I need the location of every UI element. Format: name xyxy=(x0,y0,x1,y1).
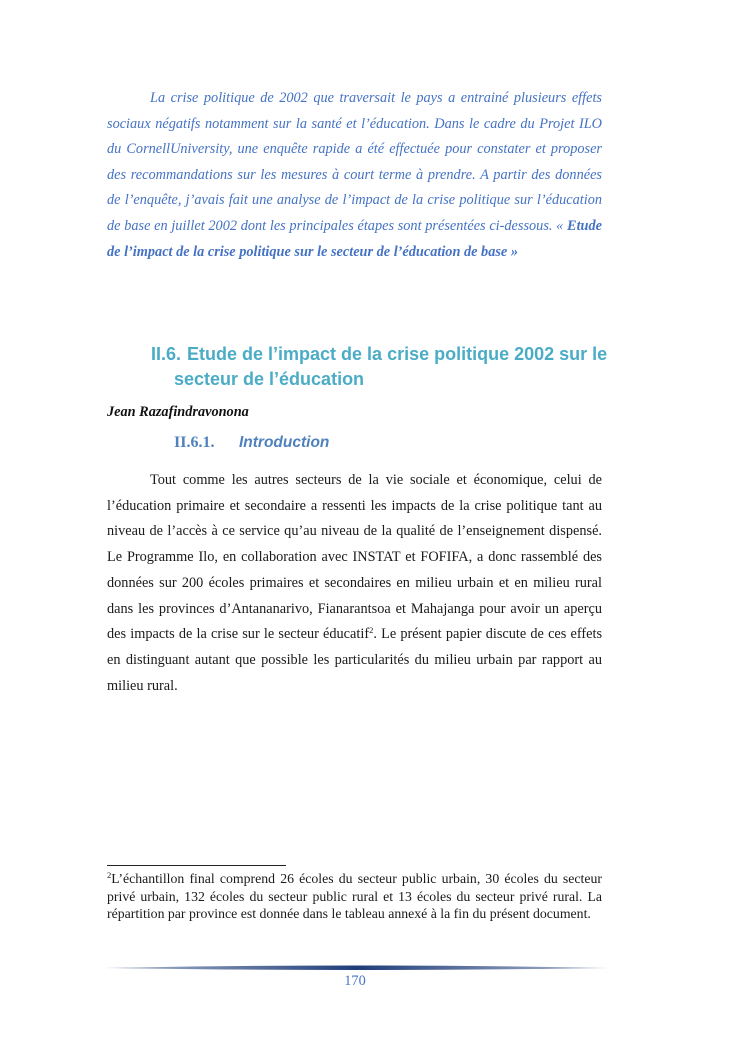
footnote-reference[interactable]: 2 xyxy=(369,625,374,636)
footnote-separator xyxy=(107,865,286,866)
section-number: II.6. xyxy=(151,344,182,364)
section-title-line1: Etude de l’impact de la crise politique 2002 sur le xyxy=(187,344,608,364)
footnote-marker: 2 xyxy=(107,870,112,880)
subsection-heading xyxy=(174,434,329,452)
intro-bold-title: Etude de l’impact de la crise politique sur le secteur de l’éducation de base » xyxy=(107,217,602,260)
body-text-part2: . Le présent papier discute de ces effets en distinguant autant que possible les particularités du milieu urbain par rapport au milieu rural. xyxy=(107,626,603,694)
body-text-part1: Tout comme les autres secteurs de la vie sociale et économique, celui de l’éducation primaire et secondaire a ressenti les impacts de la crise politique tant au niveau de l’accès à ce service qu’au niveau de la qualité de l’enseignement dispensé. Le Programme Ilo, en collaboration avec INSTAT et FOFIFA, a donc rassemblé des données sur 200 écoles primaires et secondaires en milieu urbain et en milieu rural dans les provinces d’Antananarivo, Fianarantsoa et Mahajanga pour avoir un aperçu des impacts de la crise sur le secteur éducatif xyxy=(107,472,602,643)
section-heading xyxy=(151,342,611,392)
intro-text: La crise politique de 2002 que traversait le pays a entrainé plusieurs effets sociaux négatifs notamment sur la santé et l’éducation. Dans le cadre du Projet ILO du CornellUniversity, une enquête rapide a été effectuée pour constater et proposer des recommandations sur les mesures à court terme à prendre. A partir des données de l’enquête, j’avais fait une analyse de l’impact de la crise politique sur l’éducation de base en juillet 2002 dont les principales étapes sont présentées ci-dessous. « xyxy=(107,90,602,234)
author-name: Jean Razafindravonona xyxy=(107,404,249,420)
intro-paragraph xyxy=(107,86,602,265)
footnote-text: L’échantillon final comprend 26 écoles du secteur public urbain, 30 écoles du secteur privé urbain, 132 écoles du secteur public rural et 13 écoles du secteur privé rural. La répartition par province est donnée dans le tableau annexé à la fin du présent document. xyxy=(107,871,602,922)
body-paragraph xyxy=(107,468,602,699)
page-number: 170 xyxy=(344,973,366,989)
footnote xyxy=(107,870,602,923)
subsection-title: Introduction xyxy=(239,434,330,451)
subsection-number: II.6.1. xyxy=(174,434,215,451)
section-title-line2: secteur de l’éducation xyxy=(174,369,365,389)
